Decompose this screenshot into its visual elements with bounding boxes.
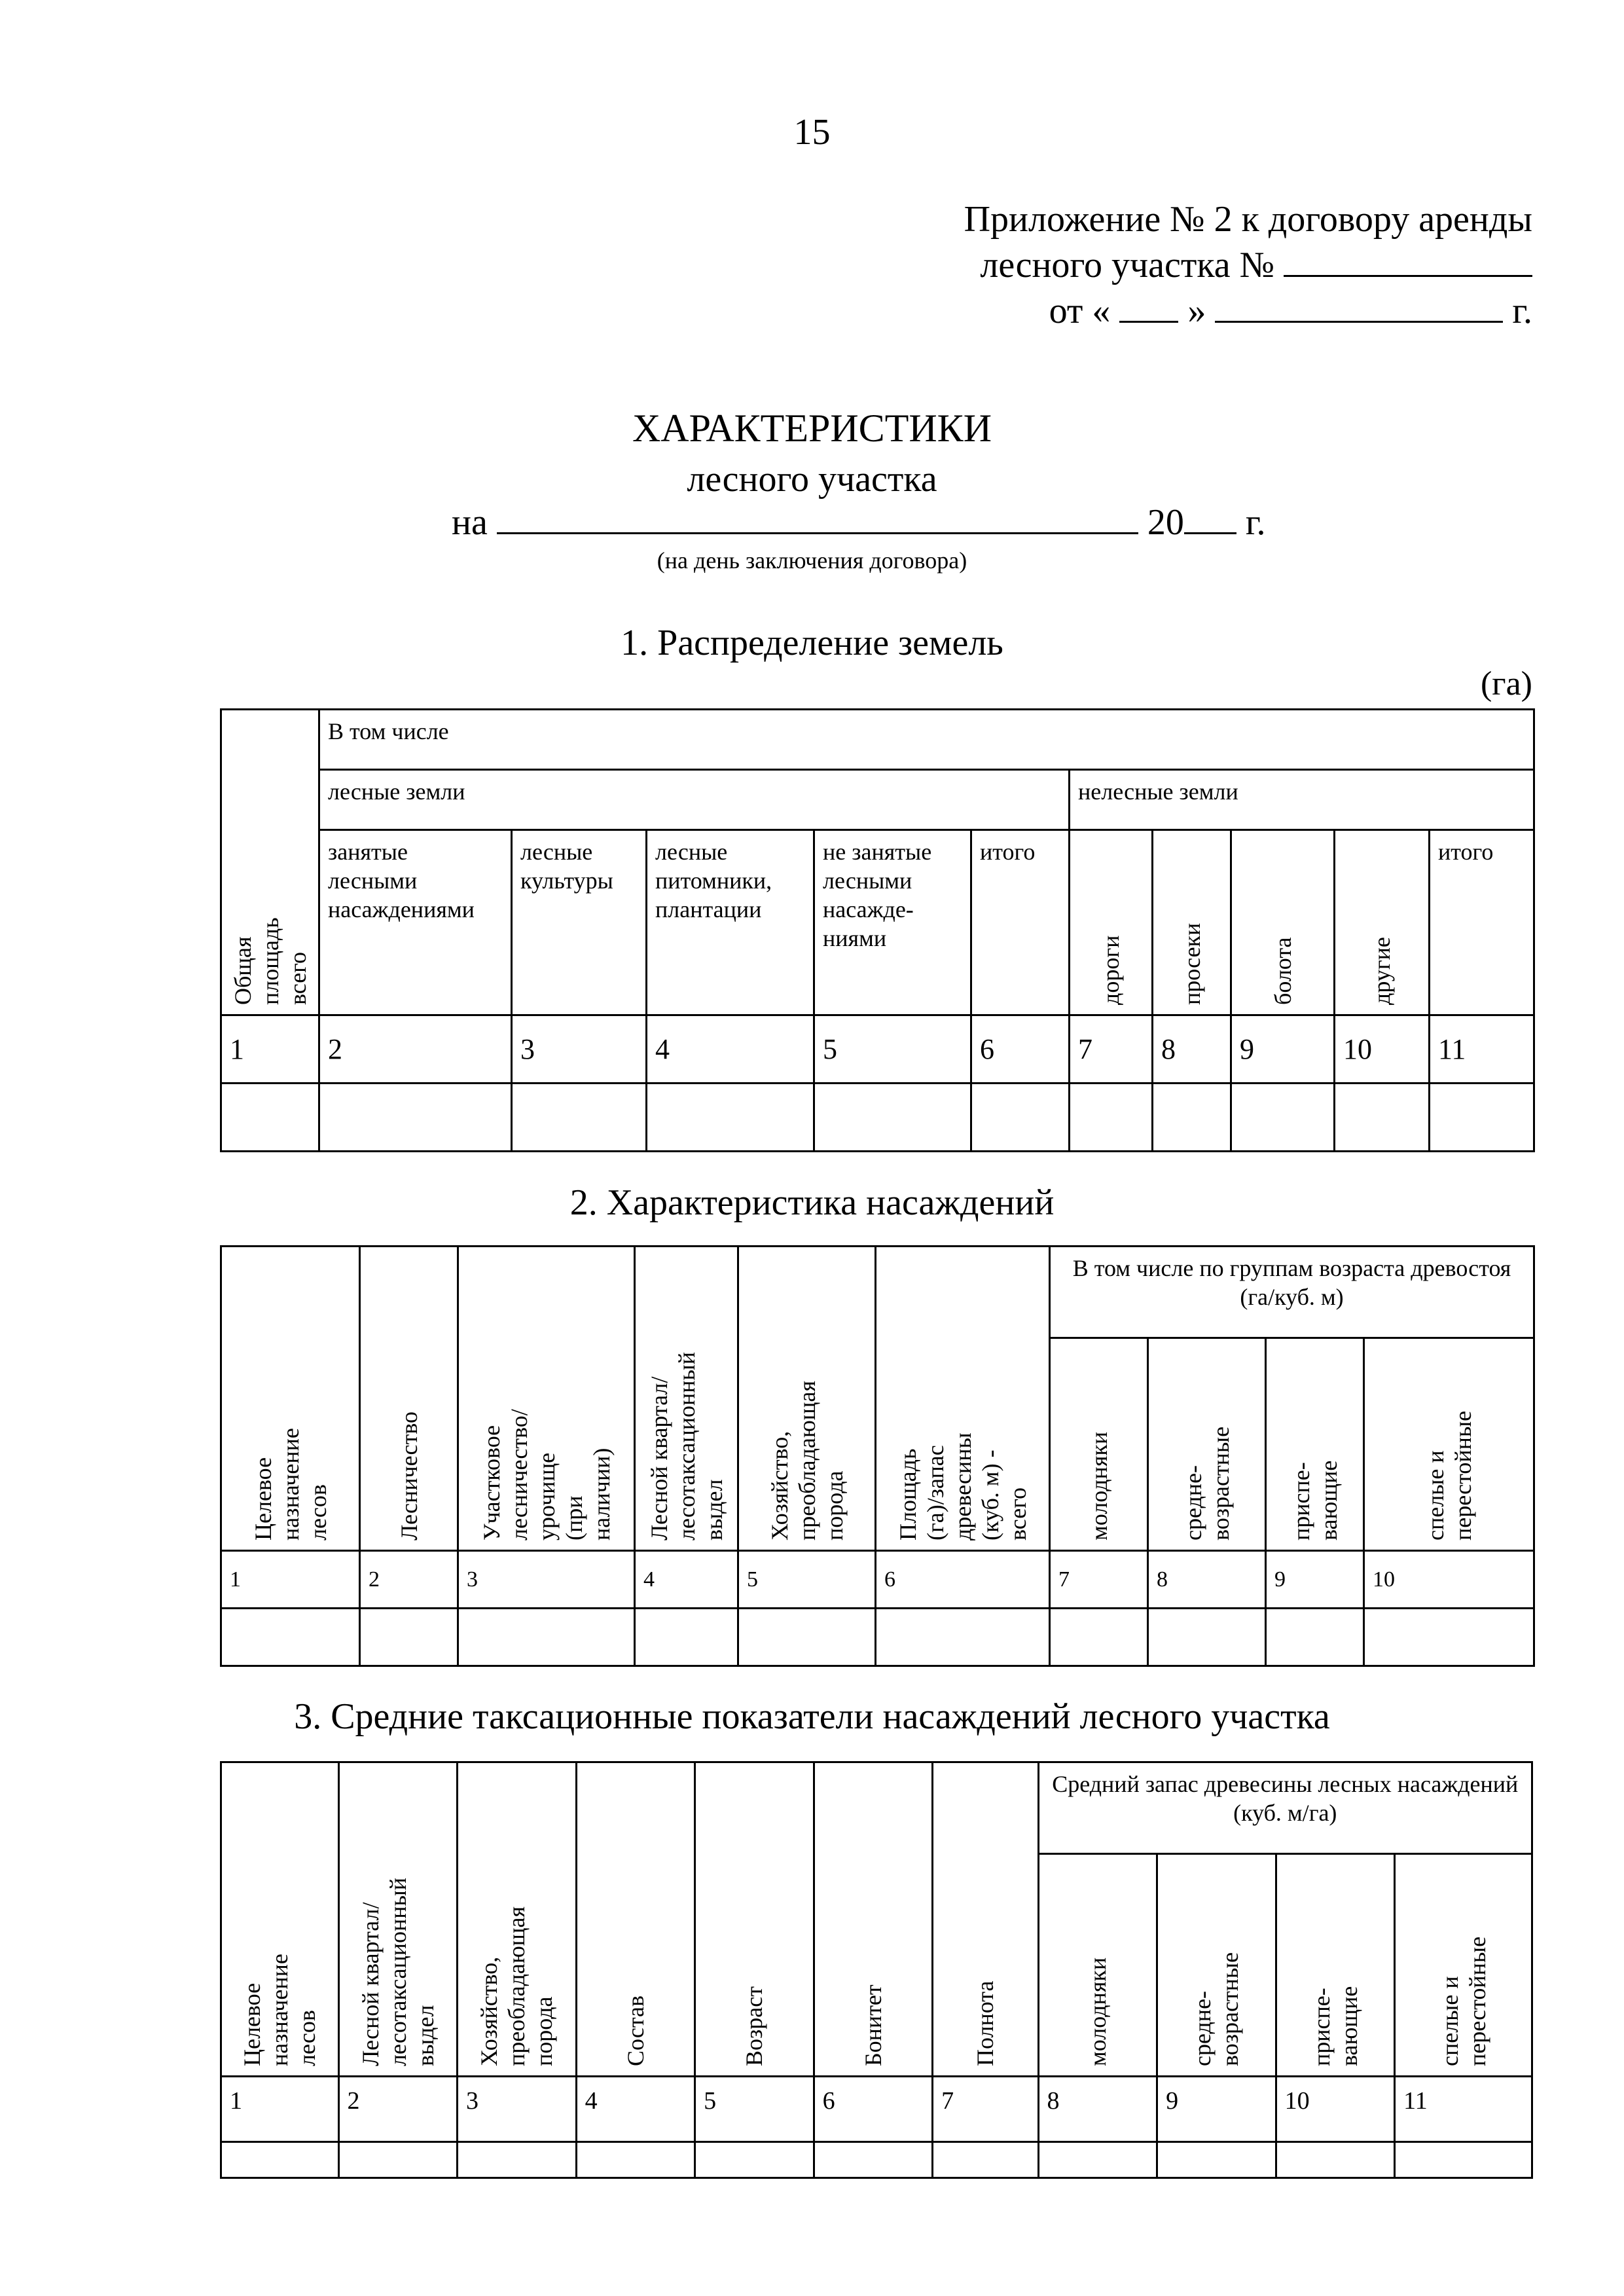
col-header-other: другие — [1335, 830, 1430, 1015]
col-number: 4 — [635, 1551, 738, 1609]
empty-cell[interactable] — [458, 2142, 577, 2178]
section1-unit: (га) — [1480, 665, 1532, 702]
forest-lands-header: лесные земли — [319, 770, 1070, 830]
col-header-swamps: болота — [1231, 830, 1335, 1015]
empty-cell[interactable] — [1050, 1609, 1148, 1666]
year-suffix: г. — [1512, 291, 1532, 331]
page-number: 15 — [793, 112, 831, 153]
col-number: 10 — [1335, 1015, 1430, 1084]
including-header: В том числе — [319, 710, 1534, 770]
col-number: 6 — [814, 2077, 933, 2142]
col-number: 11 — [1430, 1015, 1534, 1084]
col-number: 8 — [1038, 2077, 1157, 2142]
col-number: 2 — [360, 1551, 458, 1609]
col-header-purpose: Целевое назначение лесов — [221, 1247, 360, 1551]
document-title: ХАРАКТЕРИСТИКИ — [632, 407, 992, 450]
empty-cell[interactable] — [876, 1609, 1050, 1666]
empty-cell[interactable] — [1276, 2142, 1395, 2178]
col-number: 7 — [933, 2077, 1038, 2142]
col-header-maturing: приспе- вающие — [1276, 1854, 1395, 2077]
section3-title: 3. Средние таксационные показатели насаждений лесного участка — [294, 1696, 1330, 1737]
date-blank — [497, 501, 1138, 534]
empty-cell[interactable] — [1395, 2142, 1532, 2178]
appendix-contract-label: лесного участка № — [980, 245, 1274, 285]
col-header-age: Возраст — [695, 1762, 814, 2077]
col-number: 2 — [319, 1015, 512, 1084]
col-header-forestry: Лесничество — [360, 1247, 458, 1551]
col-header-young: молодняки — [1038, 1854, 1157, 2077]
col-number: 8 — [1148, 1551, 1266, 1609]
col-header-middle-aged: средне- возрастные — [1148, 1338, 1266, 1551]
date-suffix: г. — [1245, 502, 1266, 543]
empty-cell[interactable] — [738, 1609, 876, 1666]
empty-cell[interactable] — [1157, 2142, 1276, 2178]
col-number: 10 — [1276, 2077, 1395, 2142]
table-row — [221, 2142, 1532, 2178]
col-number: 9 — [1231, 1015, 1335, 1084]
col-number: 6 — [876, 1551, 1050, 1609]
contract-number-blank — [1284, 244, 1532, 277]
empty-cell[interactable] — [360, 1609, 458, 1666]
empty-cell[interactable] — [635, 1609, 738, 1666]
stands-characteristics-table — [220, 1245, 1535, 1667]
col-number: 6 — [971, 1015, 1070, 1084]
date-open-quote: от « — [1049, 291, 1111, 331]
empty-cell[interactable] — [647, 1084, 814, 1152]
col-header-composition: Состав — [576, 1762, 695, 2077]
col-header-forest-total: итого — [971, 830, 1070, 1015]
col-number: 5 — [738, 1551, 876, 1609]
col-header-unoccupied: не занятые лесными насажде-ниями — [814, 830, 971, 1015]
empty-cell[interactable] — [1038, 2142, 1157, 2178]
col-header-district: Участковое лесничество/ урочище (при наличии) — [458, 1247, 635, 1551]
col-number: 9 — [1266, 1551, 1364, 1609]
section2-title: 2. Характеристика насаждений — [569, 1182, 1055, 1223]
total-area-header: Общая площадь всего — [221, 710, 319, 1015]
date-year: 20 — [1147, 502, 1184, 543]
col-header-quarter: Лесной квартал/ лесотаксационный выдел — [338, 1762, 458, 2077]
empty-cell[interactable] — [1231, 1084, 1335, 1152]
col-header-young: молодняки — [1050, 1338, 1148, 1551]
table-row — [221, 2077, 1532, 2142]
col-header-clearings: просеки — [1153, 830, 1231, 1015]
col-header-nonforest-total: итого — [1430, 830, 1534, 1015]
appendix-line-3 — [681, 288, 1532, 334]
col-header-economy: Хозяйство, преобладающая порода — [738, 1247, 876, 1551]
table-row — [221, 1084, 1534, 1152]
empty-cell[interactable] — [1335, 1084, 1430, 1152]
col-number: 10 — [1364, 1551, 1534, 1609]
col-header-economy: Хозяйство, преобладающая порода — [458, 1762, 577, 2077]
col-number: 2 — [338, 2077, 458, 2142]
col-number: 3 — [458, 1551, 635, 1609]
col-number: 4 — [647, 1015, 814, 1084]
empty-cell[interactable] — [1070, 1084, 1153, 1152]
empty-cell[interactable] — [1364, 1609, 1534, 1666]
col-number: 5 — [814, 1015, 971, 1084]
col-header-middle-aged: средне- возрастные — [1157, 1854, 1276, 2077]
land-distribution-table — [220, 708, 1535, 1152]
day-blank — [1119, 289, 1178, 323]
col-number: 1 — [221, 1551, 360, 1609]
empty-cell[interactable] — [576, 2142, 695, 2178]
date-note: (на день заключения договора) — [657, 547, 967, 574]
empty-cell[interactable] — [221, 2142, 339, 2178]
col-header-nurseries: лесные питомники, плантации — [647, 830, 814, 1015]
date-prefix: на — [452, 502, 488, 543]
section1-title: 1. Распределение земель — [621, 623, 1003, 663]
col-number: 3 — [512, 1015, 647, 1084]
empty-cell[interactable] — [933, 2142, 1038, 2178]
age-groups-header: В том числе по группам возраста древостоя (га/куб. м) — [1050, 1247, 1534, 1338]
col-header-occupied: занятые лесными насаждениями — [319, 830, 512, 1015]
empty-cell[interactable] — [512, 1084, 647, 1152]
col-number: 3 — [458, 2077, 577, 2142]
empty-cell[interactable] — [1266, 1609, 1364, 1666]
col-header-mature: спелые и перестойные — [1395, 1854, 1532, 2077]
col-header-quarter: Лесной квартал/ лесотаксационный выдел — [635, 1247, 738, 1551]
col-number: 7 — [1070, 1015, 1153, 1084]
col-header-roads: дороги — [1070, 830, 1153, 1015]
empty-cell[interactable] — [1153, 1084, 1231, 1152]
empty-cell[interactable] — [319, 1084, 512, 1152]
nonforest-lands-header: нелесные земли — [1070, 770, 1534, 830]
taxation-indicators-table — [220, 1761, 1533, 2179]
col-number: 1 — [221, 1015, 319, 1084]
col-header-cultures: лесные культуры — [512, 830, 647, 1015]
col-number: 9 — [1157, 2077, 1276, 2142]
empty-cell[interactable] — [814, 1084, 971, 1152]
col-header-mature: спелые и перестойные — [1364, 1338, 1534, 1551]
appendix-line-1: Приложение № 2 к договору аренды — [964, 199, 1532, 240]
empty-cell[interactable] — [458, 1609, 635, 1666]
col-number: 8 — [1153, 1015, 1231, 1084]
stock-header: Средний запас древесины лесных насаждений (куб. м/га) — [1038, 1762, 1532, 1854]
table-row — [221, 1609, 1534, 1666]
col-number: 7 — [1050, 1551, 1148, 1609]
empty-cell[interactable] — [971, 1084, 1070, 1152]
table-row — [221, 1015, 1534, 1084]
table-row — [221, 1551, 1534, 1609]
date-line — [452, 501, 1265, 543]
empty-cell[interactable] — [1148, 1609, 1266, 1666]
col-header-density: Полнота — [933, 1762, 1038, 2077]
col-header-purpose: Целевое назначение лесов — [221, 1762, 339, 2077]
empty-cell[interactable] — [814, 2142, 933, 2178]
empty-cell[interactable] — [1430, 1084, 1534, 1152]
col-number: 11 — [1395, 2077, 1532, 2142]
empty-cell[interactable] — [338, 2142, 458, 2178]
col-header-area-stock: Площадь (га)/запас древесины (куб. м) - всего — [876, 1247, 1050, 1551]
appendix-block — [681, 196, 1532, 334]
document-subtitle: лесного участка — [687, 459, 937, 500]
col-number: 1 — [221, 2077, 339, 2142]
month-blank — [1215, 289, 1503, 323]
col-header-bonitet: Бонитет — [814, 1762, 933, 2077]
col-number: 4 — [576, 2077, 695, 2142]
empty-cell[interactable] — [221, 1084, 319, 1152]
col-header-maturing: приспе- вающие — [1266, 1338, 1364, 1551]
date-close-quote: » — [1187, 291, 1206, 331]
year-blank — [1184, 501, 1236, 534]
empty-cell[interactable] — [695, 2142, 814, 2178]
empty-cell[interactable] — [221, 1609, 360, 1666]
appendix-line-2 — [681, 242, 1532, 288]
col-number: 5 — [695, 2077, 814, 2142]
